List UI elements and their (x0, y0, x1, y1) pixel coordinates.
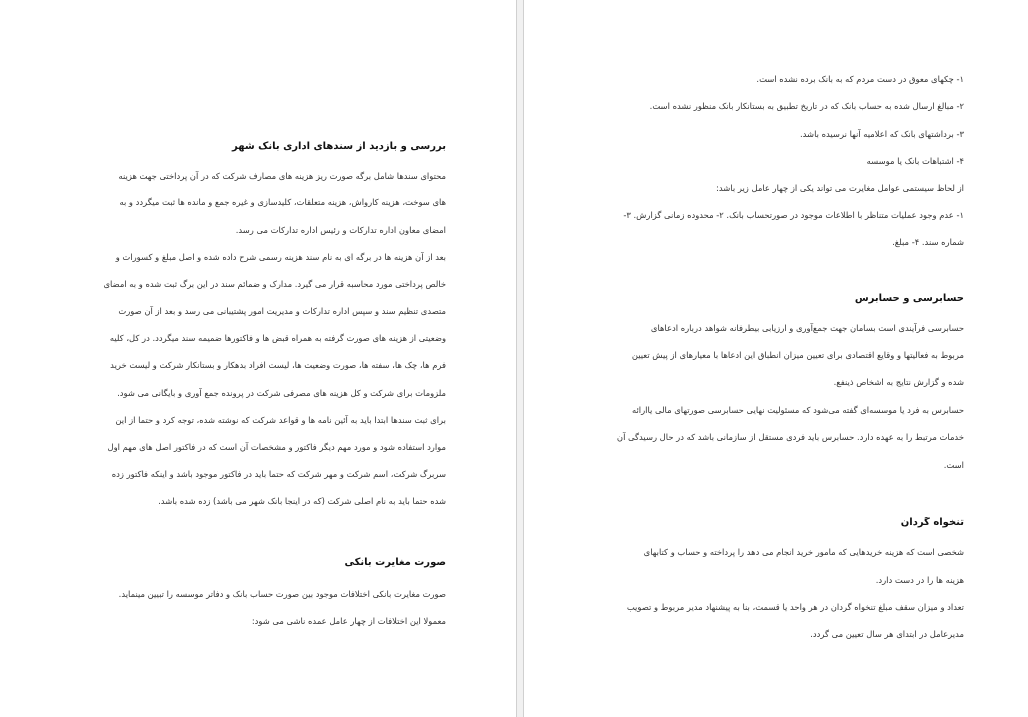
paragraph-line: حسابرسی فرآیندی است بسامان جهت جمع‌آوری و ارزیابی بیطرفانه شواهد درباره ادعاهای (650, 323, 964, 333)
left-column (76, 0, 446, 717)
paragraph-line: است. (943, 460, 964, 470)
paragraph-line: برای ثبت سندها ابتدا باید به آئین نامه ها و قواعد شرکت که نوشته شده، توجه کرد و حتما از این (115, 415, 446, 425)
paragraph-line: صورت مغایرت بانکی اختلافات موجود بین صورت حساب بانک و دفاتر موسسه را تبیین مینماید. (118, 589, 446, 599)
paragraph-line: شخصی است که هزینه خریدهایی که مامور خرید انجام می دهد را پرداخته و حساب و کتابهای (643, 547, 964, 557)
paragraph-line: هزینه ها را در دست دارد. (875, 575, 964, 585)
paragraph-line: شده و گزارش نتایج به اشخاص ذینفع. (833, 377, 964, 387)
list-item: ۱- عدم وجود عملیات متناظر با اطلاعات موجود در صورتحساب بانک. ۲- محدوده زمانی گزارش. ۳- (623, 210, 964, 220)
paragraph-line: موارد استفاده شود و مورد مهم دیگر فاکتور و مشخصات آن است که در فاکتور اصل های مهم اول (107, 442, 446, 452)
paragraph-line: از لحاظ سیستمی عوامل مغایرت می تواند یکی از چهار عامل زیر باشد: (716, 183, 964, 193)
page-gutter-divider (516, 0, 524, 717)
list-item: شماره سند. ۴- مبلغ. (892, 237, 964, 247)
right-column (606, 0, 964, 717)
paragraph-line: تعداد و میزان سقف مبلغ تنخواه گردان در هر واحد یا قسمت، بنا به پیشنهاد مدیر مربوط و تصویب (626, 602, 964, 612)
paragraph-line: امضای معاون اداره تدارکات و رئیس اداره تدارکات می رسد. (235, 225, 446, 235)
paragraph-line: حسابرس به فرد یا موسسه‌ای گفته می‌شود که مسئولیت نهایی حسابرسی صورتهای مالی یاارائه (631, 405, 964, 415)
paragraph-line: متصدی تنظیم سند و سپس اداره تدارکات و مدیریت امور پشتیبانی می رسد و بعد از آن صورت (118, 306, 446, 316)
list-item: ۴- اشتباهات بانک یا موسسه (866, 156, 964, 166)
section-heading-petty-cash: تنخواه گردان (900, 517, 964, 528)
paragraph-line: های سوخت، هزینه کارواش، هزینه متعلقات، کلیدسازی و غیره جمع و مانده ها ثبت میگردد و به (119, 197, 446, 207)
paragraph-line: بعد از آن هزینه ها در برگه ای به نام سند هزینه رسمی شرح داده شده و اصل مبلغ و کسورات و (115, 252, 446, 262)
paragraph-line: شده حتما باید به نام اصلی شرکت (که در اینجا بانک شهر می باشد) زده شده باشد. (158, 496, 446, 506)
section-heading-bank-reconciliation: صورت مغایرت بانکی (344, 557, 446, 568)
right-page (524, 0, 1028, 717)
section-heading-auditing: حسابرسی و حسابرس (854, 293, 964, 304)
paragraph-line: مدیرعامل در ابتدای هر سال تعیین می گردد. (810, 629, 964, 639)
paragraph-line: ملزومات برای شرکت و کل هزینه های مصرفی شرکت در پرونده جمع آوری و بایگانی می شود. (117, 388, 446, 398)
paragraph-line: معمولا این اختلافات از چهار عامل عمده ناشی می شود: (251, 616, 446, 626)
paragraph-line: فرم ها، چک ها، سفته ها، صورت وضعیت ها، لیست افراد بدهکار و بستانکار شرکت و لیست خرید (110, 360, 446, 370)
paragraph-line: مربوط به فعالیتها و وقایع اقتصادی برای تعیین میزان انطباق این ادعاها با معیارهای از پیش تعیین (631, 350, 964, 360)
paragraph-line: سربرگ شرکت، اسم شرکت و مهر شرکت که حتما باید در فاکتور موجود باشد و اینکه فاکتور زده (111, 469, 446, 479)
paragraph-line: محتوای سندها شامل برگه صورت ریز هزینه های مصارف شرکت که در آن پرداختی جهت هزینه (118, 171, 446, 181)
paragraph-line: وضعیتی از هزینه های صورت گرفته به همراه قبض ها و فاکتورها ضمیمه سند میگردد. در کل، کلیه (109, 333, 446, 343)
paragraph-line: خالص پرداختی مورد محاسبه قرار می گیرد. مدارک و ضمائم سند در این برگ ثبت شده و به امضای (103, 279, 446, 289)
paragraph-line: خدمات مرتبط را به عهده دارد. حسابرس باید فردی مستقل از سازمانی باشد که در حال رسیدگی آن (616, 432, 964, 442)
list-item: ۱- چکهای معوق در دست مردم که به بانک برده نشده است. (756, 74, 964, 84)
list-item: ۲- مبالغ ارسال شده به حساب بانک که در تاریخ تطبیق به بستانکار بانک منظور نشده است. (649, 101, 964, 111)
list-item: ۳- برداشتهای بانک که اعلامیه آنها نرسیده باشد. (800, 129, 964, 139)
section-heading-bank-documents: بررسی و بازدید از سندهای اداری بانک شهر (232, 141, 446, 152)
